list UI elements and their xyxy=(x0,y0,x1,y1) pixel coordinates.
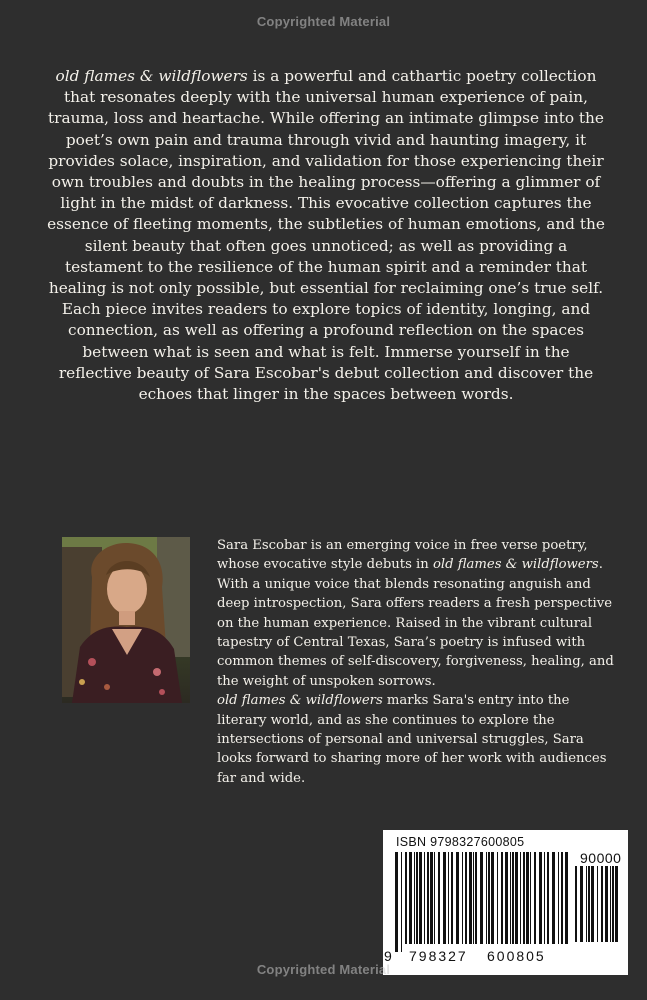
barcode-bar xyxy=(605,866,608,942)
bio-paragraph xyxy=(217,536,617,691)
barcode-bar xyxy=(414,852,415,944)
ean-left-digits: 798327 xyxy=(409,948,468,964)
barcode-bar xyxy=(409,852,412,944)
barcode-bar xyxy=(438,852,440,944)
barcode-bar xyxy=(512,852,514,944)
barcode-bar xyxy=(544,852,545,944)
barcode-bar xyxy=(561,852,563,944)
barcode-bar xyxy=(401,852,402,952)
barcode-bar xyxy=(488,852,490,944)
barcode-bar xyxy=(395,852,398,952)
barcode-bar xyxy=(505,852,508,944)
ean-right-digits: 600805 xyxy=(487,948,546,964)
barcode-bar xyxy=(448,852,449,944)
barcode-bar xyxy=(523,852,525,944)
watermark-top: Copyrighted Material xyxy=(256,14,391,29)
barcode-bar xyxy=(469,852,472,944)
barcode-bar xyxy=(612,866,614,942)
book-description xyxy=(46,66,606,405)
barcode-bar xyxy=(552,852,555,944)
barcode-bar xyxy=(427,852,429,944)
barcode-bar xyxy=(465,852,467,944)
barcode-bar xyxy=(443,852,446,944)
barcode-bar xyxy=(547,852,549,944)
barcode-bar xyxy=(588,866,590,942)
barcode-bar xyxy=(575,866,577,942)
barcode-bar xyxy=(480,852,483,944)
barcode-bar xyxy=(580,866,583,942)
barcode-bar xyxy=(591,866,594,942)
author-portrait-illustration xyxy=(62,537,190,703)
barcode-bar xyxy=(462,852,463,944)
barcode-bar xyxy=(565,852,568,944)
barcode-bar xyxy=(475,852,477,944)
barcode-bar xyxy=(610,866,611,942)
author-bio xyxy=(217,536,617,788)
barcode-bar xyxy=(526,852,529,944)
barcode-bar xyxy=(497,852,498,944)
barcode-bar xyxy=(434,852,435,944)
bio-text: Sara Escobar is an emerging voice in free verse poetry, whose evocative style debuts in xyxy=(217,538,588,573)
barcode-bar xyxy=(451,852,453,944)
barcode-bar xyxy=(615,866,618,942)
barcode-bar xyxy=(405,852,407,944)
ean-first-digit: 9 xyxy=(384,948,392,964)
price-barcode-bars xyxy=(575,866,619,954)
description-text: is a powerful and cathartic poetry collection that resonates deeply with the universal human experience of pain, trauma, loss and heartache. While offering an intimate glimpse into the poet’s own pain and trauma through vivid and haunting imagery, it provides solace, inspiration, and validation for those experiencing their own troubles and doubts in the healing process—offering a glimmer of light in the midst of darkness. This evocative collection captures the essence of fleeting moments, the subtleties of human emotions, and the silent beauty that often goes unnoticed; as well as providing a testament to the resilience of the human spirit and a reminder that healing is not only possible, but essential for reclaiming one’s true self. Each piece invites readers to explore topics of identity, longing, and connection, as well as offering a profound reflection on the spaces between what is seen and what is felt. Immerse yourself in the reflective beauty of Sara Escobar's debut collection and discover the echoes that linger in the spaces between words. xyxy=(47,67,605,404)
bio-text: . With a unique voice that blends resonating anguish and deep introspection, Sara offers readers a fresh perspective on the human experience. Raised in the vibrant cultural tapestry of Central Texas, Sara’s poetry is infused with common themes of self-discovery, forgiveness, healing, and the weight of unspoken sorrows. xyxy=(217,557,614,689)
barcode-bar xyxy=(416,852,418,944)
barcode-bar xyxy=(530,852,531,944)
watermark-bottom: Copyrighted Material xyxy=(256,962,391,977)
barcode-bar xyxy=(486,852,487,944)
barcode-bar xyxy=(430,852,433,944)
barcode-bar xyxy=(586,866,587,942)
bio-book-title: old flames & wildflowers xyxy=(217,693,383,709)
isbn-barcode xyxy=(383,830,628,975)
ean-barcode-bars xyxy=(395,852,571,952)
barcode-bar xyxy=(558,852,559,944)
price-code: 90000 xyxy=(580,850,622,866)
barcode-bar xyxy=(534,852,536,944)
barcode-bar xyxy=(419,852,422,944)
barcode-bar xyxy=(539,852,542,944)
barcode-bar xyxy=(601,866,603,942)
barcode-bar xyxy=(515,852,518,944)
bio-text: marks Sara's entry into the literary world, and as she continues to explore the intersections of personal and universal struggles, Sara looks forward to sharing more of her work with audiences far and wide. xyxy=(217,693,607,786)
barcode-bar xyxy=(510,852,511,944)
barcode-bar xyxy=(501,852,503,944)
book-title: old flames & wildflowers xyxy=(55,67,248,85)
author-photo xyxy=(62,537,190,703)
bio-paragraph xyxy=(217,691,617,788)
barcode-bar xyxy=(473,852,474,944)
barcode-bar xyxy=(520,852,521,944)
barcode-bar xyxy=(424,852,425,944)
barcode-bar xyxy=(597,866,598,942)
isbn-label: ISBN 9798327600805 xyxy=(396,835,525,849)
barcode-bar xyxy=(491,852,494,944)
barcode-bar xyxy=(456,852,459,944)
bio-book-title: old flames & wildflowers xyxy=(432,557,599,573)
